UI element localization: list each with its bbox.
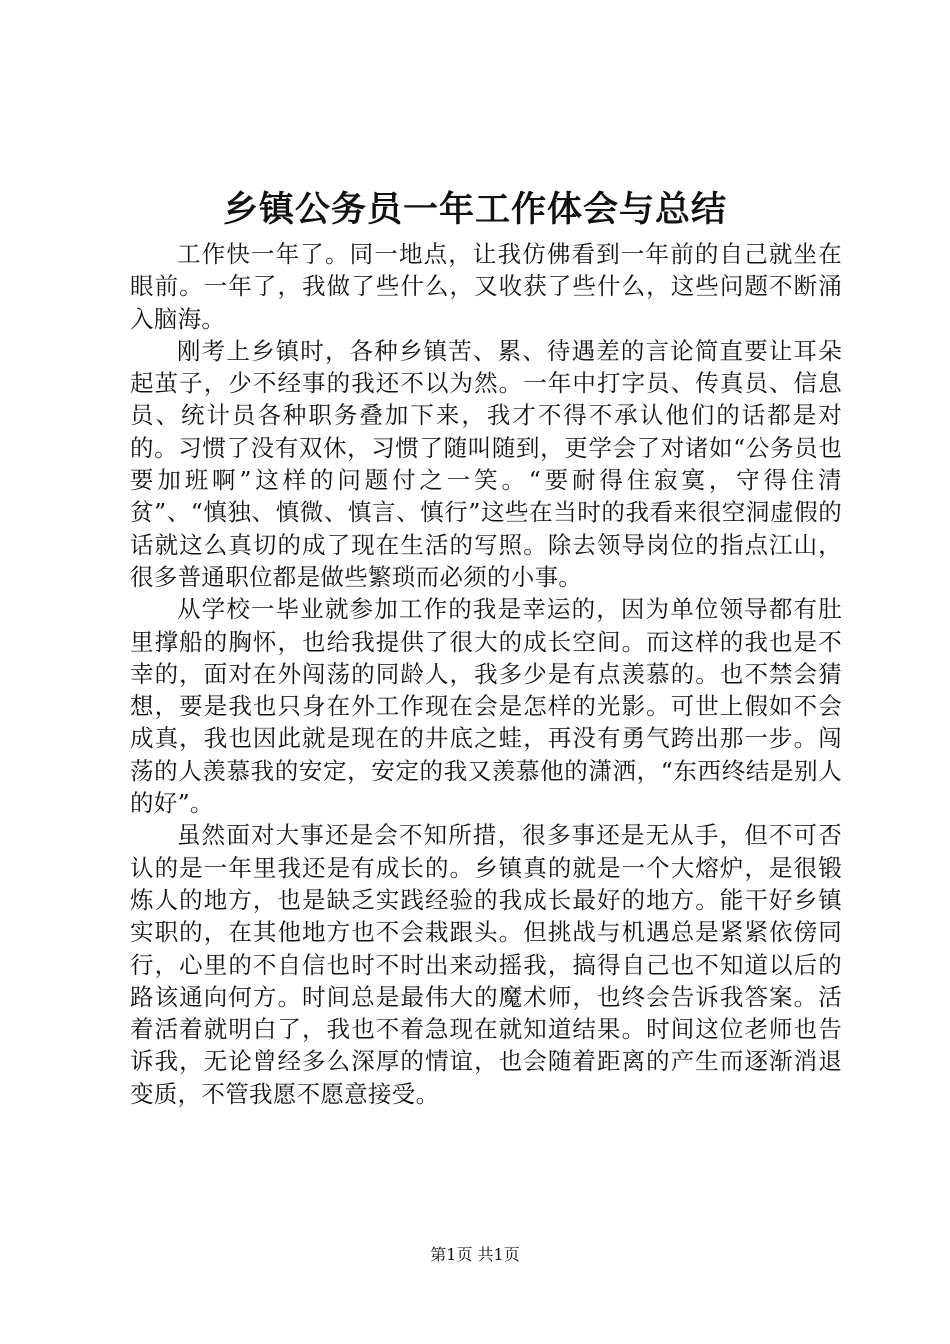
paragraph-1: 工作快一年了。同一地点，让我仿佛看到一年前的自己就坐在眼前。一年了，我做了些什么，又收获了些什么，这些问题不断涌入脑海。 (130, 240, 842, 333)
paragraph-2: 刚考上乡镇时，各种乡镇苦、累、待遇差的言论简直要让耳朵起茧子，少不经事的我还不以为然。一年中打字员、传真员、信息员、统计员各种职务叠加下来，我才不得不承认他们的话都是对的。习惯了没有双休，习惯了随叫随到，更学会了对诸如“公务员也要加班啊”这样的问题付之一笑。“要耐得住寂寞，守得住清贫”、“慎独、慎微、慎言、慎行”这些在当时的我看来很空洞虚假的话就这么真切的成了现在生活的写照。除去领导岗位的指点江山，很多普通职位都是做些繁琐而必须的小事。 (130, 336, 842, 591)
document-body (130, 238, 842, 1110)
document-title: 乡镇公务员一年工作体会与总结 (222, 190, 727, 230)
paragraph-3: 从学校一毕业就参加工作的我是幸运的，因为单位领导都有肚里撑船的胸怀，也给我提供了很大的成长空间。而这样的我也是不幸的，面对在外闯荡的同龄人，我多少是有点羡慕的。也不禁会猜想，要是我也只身在外工作现在会是怎样的光影。可世上假如不会成真，我也因此就是现在的井底之蛙，再没有勇气跨出那一步。闯荡的人羡慕我的安定，安定的我又羡慕他的潇洒，“东西终结是别人的好”。 (130, 595, 842, 818)
page-footer: 第1页 共1页 (430, 1245, 520, 1264)
paragraph-4: 虽然面对大事还是会不知所措，很多事还是无从手，但不可否认的是一年里我还是有成长的。乡镇真的就是一个大熔炉，是很锻炼人的地方，也是缺乏实践经验的我成长最好的地方。能干好乡镇实职的，在其他地方也不会栽跟头。但挑战与机遇总是紧紧依傍同行，心里的不自信也时不时出来动摇我，搞得自己也不知道以后的路该通向何方。时间总是最伟大的魔术师，也终会告诉我答案。活着活着就明白了，我也不着急现在就知道结果。时间这位老师也告诉我，无论曾经多么深厚的情谊，也会随着距离的产生而逐渐消退变质，不管我愿不愿意接受。 (130, 821, 842, 1108)
